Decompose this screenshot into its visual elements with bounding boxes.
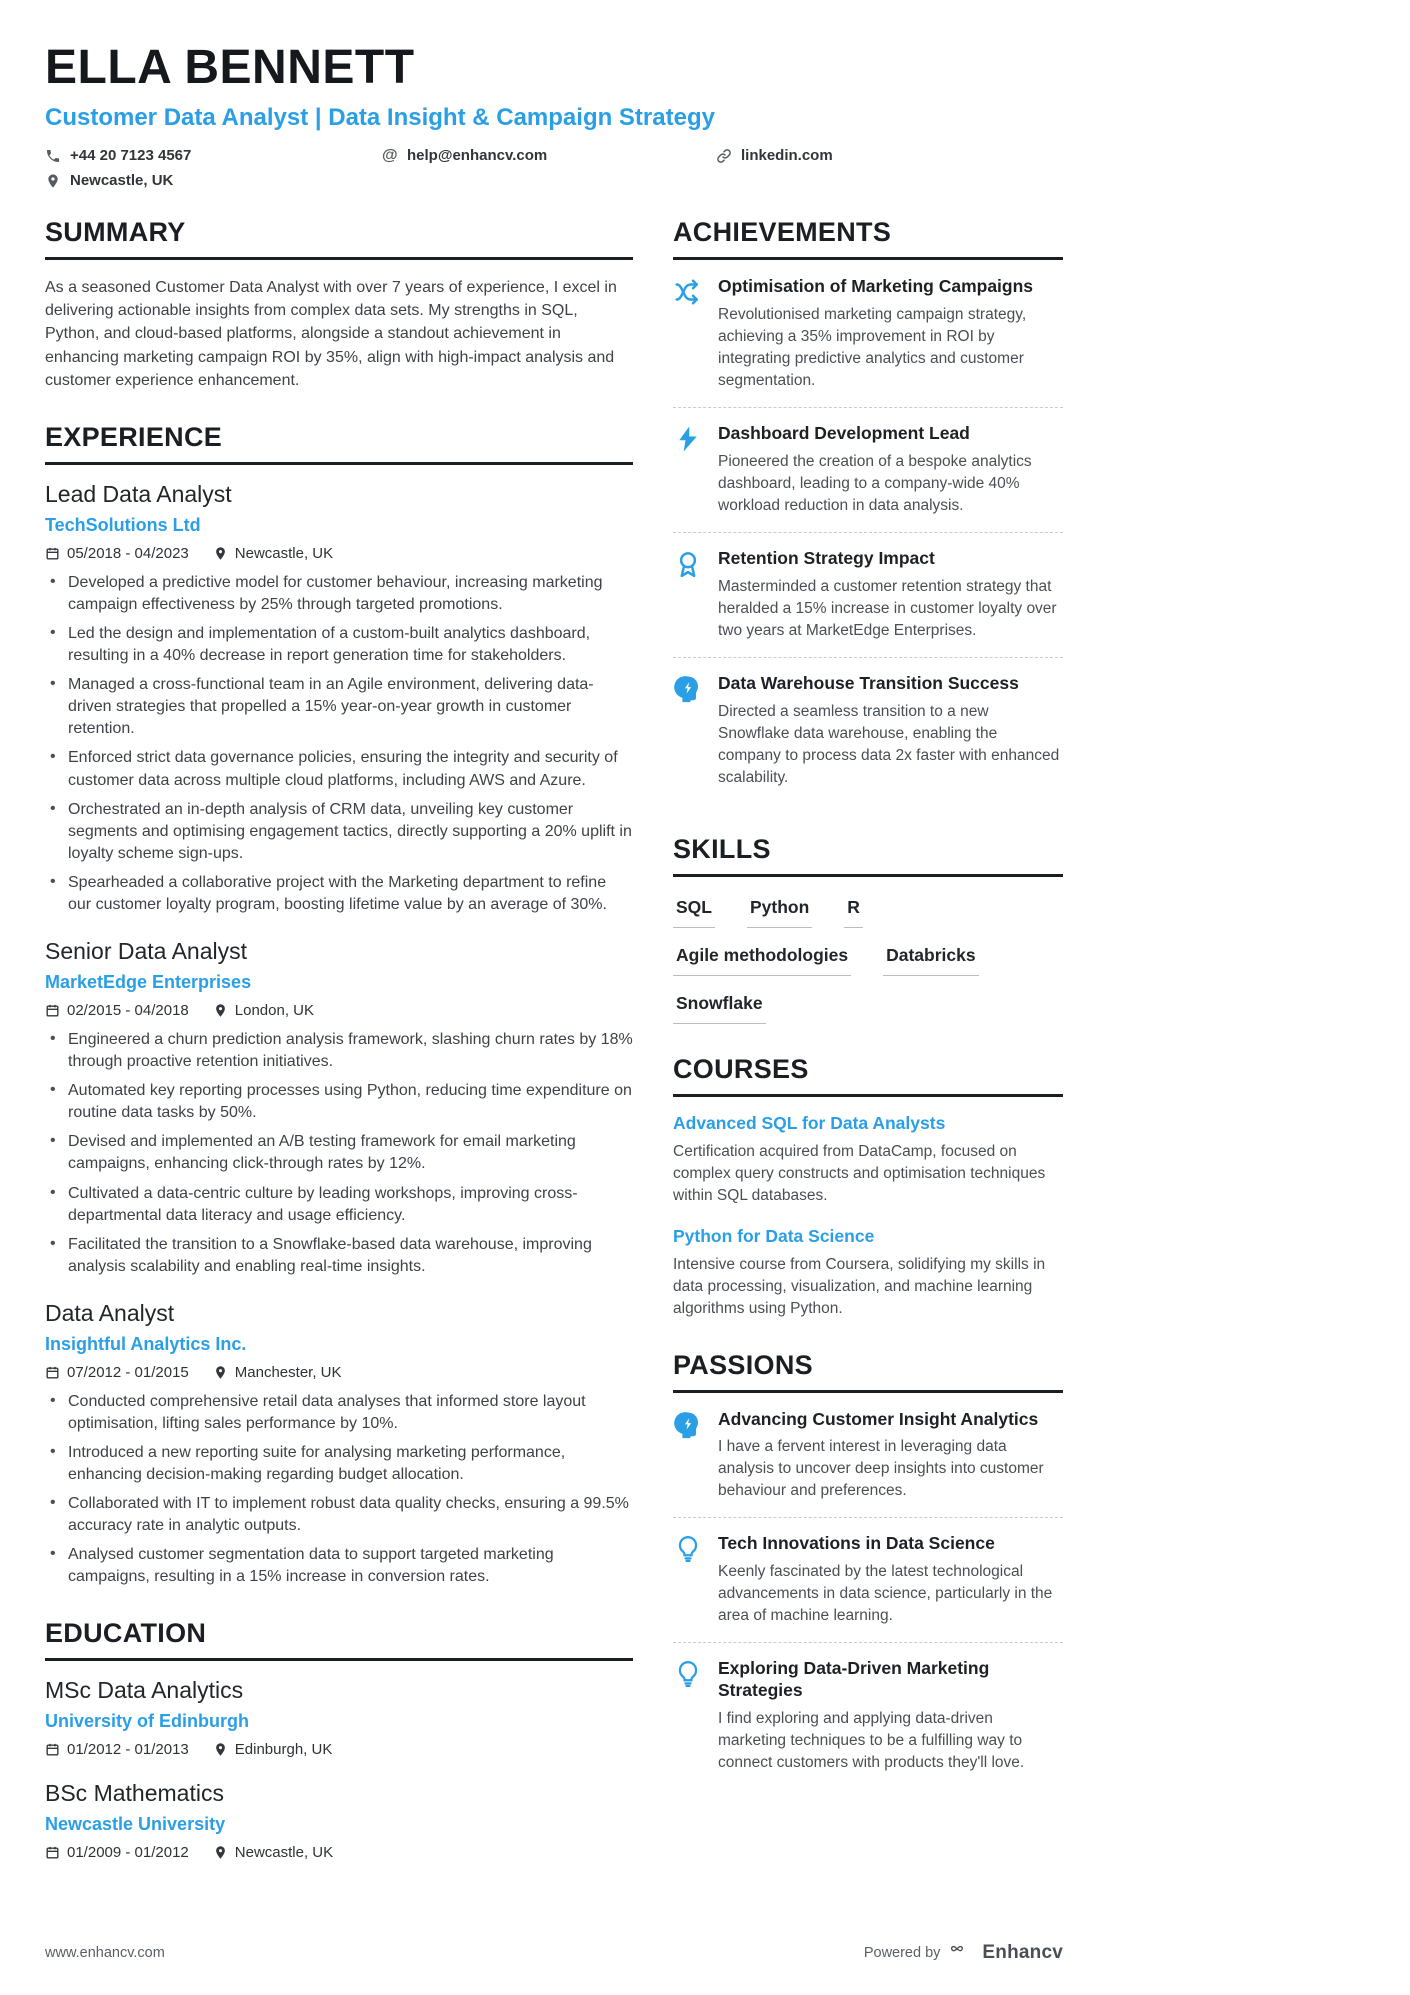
achievement-title: Dashboard Development Lead xyxy=(718,422,970,443)
achievement-item xyxy=(673,423,1063,533)
skills-section xyxy=(673,834,1063,1024)
course-item xyxy=(673,1113,1063,1207)
passion-item xyxy=(673,1409,1063,1519)
summary-heading: SUMMARY xyxy=(45,217,633,260)
achievement-text: Pioneered the creation of a bespoke analytics dashboard, leading to a company-wide 40% workload reduction in data analysis. xyxy=(718,452,1032,514)
degree-title: BSc Mathematics xyxy=(45,1780,224,1807)
summary-section xyxy=(45,217,633,392)
job-dates: 07/2012 - 01/2015 xyxy=(45,1364,189,1381)
job-company: Insightful Analytics Inc. xyxy=(45,1333,247,1354)
location-text: Newcastle, UK xyxy=(70,172,174,189)
head-idea-icon xyxy=(673,1409,705,1503)
phone-number: +44 20 7123 4567 xyxy=(70,147,192,164)
medal-icon xyxy=(673,548,705,642)
achievement-text: Revolutionised marketing campaign strategy, achieving a 35% improvement in ROI by integrating predictive analytics and customer segmentation. xyxy=(718,305,1027,389)
person-name: ELLA BENNETT xyxy=(45,41,415,94)
location-pin-icon xyxy=(213,546,228,561)
right-column xyxy=(673,217,1063,1891)
header xyxy=(45,40,1063,189)
passion-text: Keenly fascinated by the latest technological advancements in data science, particularly in the area of machine learning. xyxy=(718,1563,1053,1625)
location-pin-icon xyxy=(213,1742,228,1757)
bullet-item: • Orchestrated an in-depth analysis of CRM data, unveiling key customer segments and optimising engagement tactics, directly supporting a 20% uplift in loyalty scheme sign-ups. xyxy=(45,799,633,865)
job-title: Data Analyst xyxy=(45,1299,175,1326)
bullet-item: • Conducted comprehensive retail data analyses that informed store layout optimisation, lifting sales performance by 10%. xyxy=(45,1391,633,1435)
education-heading: EDUCATION xyxy=(45,1618,633,1661)
passion-title: Exploring Data-Driven Marketing Strategies xyxy=(718,1658,990,1701)
email-link[interactable] xyxy=(382,147,716,164)
passion-title: Tech Innovations in Data Science xyxy=(718,1533,995,1554)
job-entry xyxy=(45,938,633,1278)
experience-heading: EXPERIENCE xyxy=(45,422,633,465)
phone-icon xyxy=(45,148,61,164)
location-pin-icon xyxy=(45,173,61,189)
bullet-item: • Devised and implemented an A/B testing framework for email marketing campaigns, enhancing click-through rates by 12%. xyxy=(45,1131,633,1175)
job-bullets xyxy=(45,1391,633,1589)
experience-section xyxy=(45,422,633,1589)
course-title: Python for Data Science xyxy=(673,1225,875,1246)
degree-school: Newcastle University xyxy=(45,1814,226,1835)
achievement-item xyxy=(673,548,1063,658)
course-title: Advanced SQL for Data Analysts xyxy=(673,1112,946,1133)
location-item xyxy=(45,172,173,189)
bullet-item: • Managed a cross-functional team in an Agile environment, delivering data-driven strategies that propelled a 15% year-on-year growth in customer retention. xyxy=(45,674,633,740)
course-text: Intensive course from Coursera, solidifying my skills in data processing, visualization, and machine learning algorithms using Python. xyxy=(673,1255,1046,1317)
link-icon xyxy=(716,148,732,164)
degree-location: Newcastle, UK xyxy=(213,1844,333,1861)
education-section xyxy=(45,1618,633,1861)
bullet-item: • Engineered a churn prediction analysis framework, slashing churn rates by 18% through proactive retention initiatives. xyxy=(45,1029,633,1073)
calendar-icon xyxy=(45,546,60,561)
job-location: London, UK xyxy=(213,1002,314,1019)
email-icon: @ xyxy=(382,146,398,164)
degree-entry xyxy=(45,1780,633,1861)
skill-item: SQL xyxy=(673,897,715,928)
location-pin-icon xyxy=(213,1365,228,1380)
email-address: help@enhancv.com xyxy=(407,147,548,164)
passion-text: I have a fervent interest in leveraging data analysis to uncover deep insights into customer behaviour and preferences. xyxy=(718,1438,1044,1500)
course-item xyxy=(673,1226,1063,1320)
achievement-item xyxy=(673,276,1063,408)
bullet-item: • Enforced strict data governance policies, ensuring the integrity and security of customer data across multiple cloud platforms, including AWS and Azure. xyxy=(45,747,633,791)
enhancv-logo-icon xyxy=(949,1941,973,1965)
skill-item: Snowflake xyxy=(673,993,766,1024)
calendar-icon xyxy=(45,1742,60,1757)
skill-item: Databricks xyxy=(883,945,979,976)
achievement-text: Directed a seamless transition to a new Snowflake data warehouse, enabling the company to process data 2x faster with enhanced scalability. xyxy=(718,702,1060,786)
job-company: TechSolutions Ltd xyxy=(45,514,201,535)
calendar-icon xyxy=(45,1003,60,1018)
bullet-item: • Developed a predictive model for customer behaviour, increasing marketing campaign effectiveness by 25% through targeted promotions. xyxy=(45,572,633,616)
powered-by-label: Powered by xyxy=(863,1945,941,1961)
location-pin-icon xyxy=(213,1845,228,1860)
skills-heading: SKILLS xyxy=(673,834,1063,877)
bullet-item: • Spearheaded a collaborative project with the Marketing department to refine our customer loyalty program, boosting lifetime value by an average of 30%. xyxy=(45,872,633,916)
calendar-icon xyxy=(45,1365,60,1380)
courses-section xyxy=(673,1054,1063,1320)
left-column xyxy=(45,217,633,1891)
job-entry xyxy=(45,1300,633,1589)
achievement-title: Retention Strategy Impact xyxy=(718,547,935,568)
passions-section xyxy=(673,1350,1063,1790)
degree-dates: 01/2009 - 01/2012 xyxy=(45,1844,189,1861)
calendar-icon xyxy=(45,1845,60,1860)
course-text: Certification acquired from DataCamp, focused on complex query constructs and optimisation techniques within SQL databases. xyxy=(673,1142,1046,1204)
achievement-title: Data Warehouse Transition Success xyxy=(718,672,1019,693)
shuffle-arrows-icon xyxy=(673,276,705,392)
bullet-item: • Introduced a new reporting suite for analysing marketing performance, enhancing decision-making regarding budget allocation. xyxy=(45,1442,633,1486)
bolt-icon xyxy=(673,423,705,517)
courses-heading: COURSES xyxy=(673,1054,1063,1097)
achievements-section xyxy=(673,217,1063,804)
skill-item: R xyxy=(844,897,863,928)
lightbulb-icon xyxy=(673,1658,705,1774)
job-dates: 05/2018 - 04/2023 xyxy=(45,545,189,562)
achievement-text: Masterminded a customer retention strategy that heralded a 15% increase in customer loyalty over two years at MarketEdge Enterprises. xyxy=(718,577,1057,639)
degree-school: University of Edinburgh xyxy=(45,1711,250,1732)
job-bullets xyxy=(45,1029,633,1278)
achievement-title: Optimisation of Marketing Campaigns xyxy=(718,276,1034,296)
lightbulb-icon xyxy=(673,1533,705,1627)
bullet-item: • Automated key reporting processes using Python, reducing time expenditure on routine data tasks by 50%. xyxy=(45,1080,633,1124)
job-entry xyxy=(45,481,633,916)
resume-page xyxy=(45,40,1063,1891)
bullet-item: • Led the design and implementation of a custom-built analytics dashboard, resulting in a 40% decrease in report generation time for stakeholders. xyxy=(45,623,633,667)
job-bullets xyxy=(45,572,633,916)
linkedin-text: linkedin.com xyxy=(741,147,833,164)
passion-text: I find exploring and applying data-driven marketing techniques to be a fulfilling way to connect customers with products they'll love. xyxy=(718,1710,1025,1771)
footer-site-link[interactable]: www.enhancv.com xyxy=(45,1945,165,1961)
summary-text: As a seasoned Customer Data Analyst with over 7 years of experience, I excel in delivering actionable insights from complex data sets. My strengths in SQL, Python, and cloud-based platforms, alongside a standout achievement in enhancing marketing campaign ROI by 35%, align with high-impact analysis and customer experience enhancement. xyxy=(45,279,617,389)
bullet-item: • Cultivated a data-centric culture by leading workshops, improving cross-departmental data literacy and usage efficiency. xyxy=(45,1183,633,1227)
bullet-item: • Analysed customer segmentation data to support targeted marketing campaigns, resulting in a 15% increase in conversion rates. xyxy=(45,1544,633,1588)
contact-info xyxy=(45,147,1063,189)
passion-item xyxy=(673,1658,1063,1789)
powered-by[interactable] xyxy=(864,1941,1063,1965)
job-headline: Customer Data Analyst | Data Insight & Campaign Strategy xyxy=(45,104,715,131)
passion-item xyxy=(673,1533,1063,1643)
degree-entry xyxy=(45,1677,633,1758)
job-company: MarketEdge Enterprises xyxy=(45,972,252,993)
skill-item: Agile methodologies xyxy=(673,945,851,976)
degree-title: MSc Data Analytics xyxy=(45,1677,244,1704)
achievement-item xyxy=(673,673,1063,804)
passions-heading: PASSIONS xyxy=(673,1350,1063,1393)
bullet-item: • Facilitated the transition to a Snowflake-based data warehouse, improving analysis scalability and enabling real-time insights. xyxy=(45,1234,633,1278)
bullet-item: • Collaborated with IT to implement robust data quality checks, ensuring a 99.5% accuracy rate in analytic outputs. xyxy=(45,1493,633,1537)
job-location: Manchester, UK xyxy=(213,1364,342,1381)
head-idea-icon xyxy=(673,673,705,789)
phone-link[interactable] xyxy=(45,147,382,164)
enhancv-brand-text: Enhancv xyxy=(982,1942,1063,1963)
linkedin-link[interactable] xyxy=(716,147,833,164)
achievements-heading: ACHIEVEMENTS xyxy=(673,217,1063,260)
location-pin-icon xyxy=(213,1003,228,1018)
job-title: Senior Data Analyst xyxy=(45,938,248,965)
job-location: Newcastle, UK xyxy=(213,545,333,562)
skills-list xyxy=(673,893,1063,1024)
skill-item: Python xyxy=(747,897,812,928)
passion-title: Advancing Customer Insight Analytics xyxy=(718,1408,1039,1429)
job-title: Lead Data Analyst xyxy=(45,480,232,507)
degree-location: Edinburgh, UK xyxy=(213,1741,333,1758)
degree-dates: 01/2012 - 01/2013 xyxy=(45,1741,189,1758)
job-dates: 02/2015 - 04/2018 xyxy=(45,1002,189,1019)
page-footer xyxy=(45,1941,1063,1965)
